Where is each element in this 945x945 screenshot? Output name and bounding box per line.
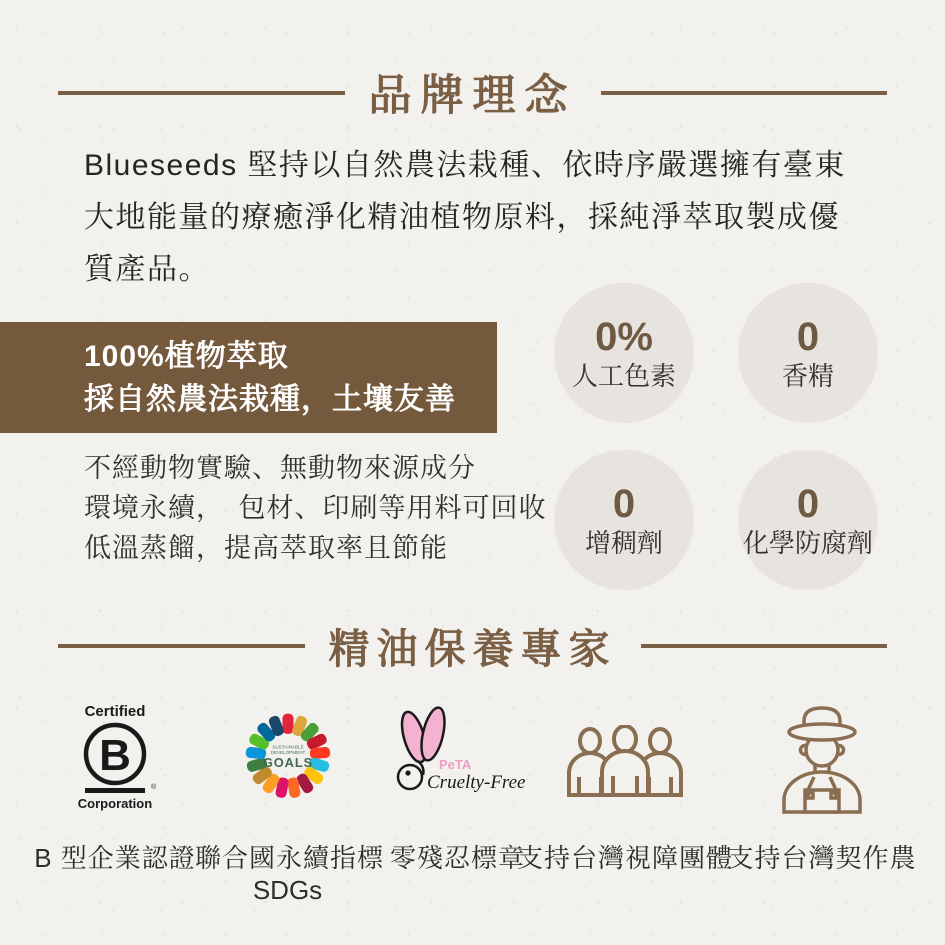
stat-circle-chemical-preservative: [738, 450, 878, 590]
cruelty-free-text: Cruelty-Free: [427, 772, 526, 793]
b-corp-bar: [85, 788, 145, 793]
highlight-line1: 100%植物萃取: [84, 339, 289, 373]
badge-label: 支持台灣契作農: [727, 843, 917, 873]
badge-label: 零殘忍標章: [389, 843, 525, 873]
header-line-right: [601, 91, 888, 95]
sdgs-text-sustainable: SUSTAINABLE: [271, 744, 304, 750]
bunny-ear-right: [417, 705, 449, 762]
farmer-hat-brim: [789, 724, 855, 740]
header-line-right: [641, 644, 888, 648]
person-middle: [602, 726, 648, 795]
header-line-left: [58, 644, 305, 648]
bunny-face: [398, 765, 422, 789]
section2-title: 精油保養專家: [328, 626, 617, 672]
badge-people-group: [515, 695, 735, 905]
brand-point: 環境永續， 包材、印刷等用料可回收: [84, 493, 547, 523]
highlight-line2: 採自然農法栽種，土壤友善: [84, 382, 456, 416]
badge-sdgs: [195, 695, 385, 905]
brand-point: 低溫蒸餾，提高萃取率且節能: [84, 533, 448, 563]
badge-sublabel-sdgs: SDGs: [252, 875, 323, 905]
badge-farmer: [722, 695, 922, 905]
stat-circle-artificial-color: [554, 283, 694, 423]
stat-value: 0: [796, 315, 820, 359]
b-corp-registered-mark: ®: [151, 784, 157, 791]
farmer-button-right: [831, 793, 836, 798]
badge-label: B 型企業認證: [34, 843, 196, 873]
highlight-box: [0, 322, 497, 433]
stat-value: 0: [796, 482, 820, 526]
section2-header: [0, 616, 945, 675]
section1-title: 品牌理念: [368, 72, 577, 120]
peta-brand-text: PeTA: [439, 757, 472, 772]
badge-label: 支持台灣視障團體: [516, 843, 733, 873]
sdgs-text-development: DEVELOPMENT: [270, 750, 305, 756]
brand-intro-paragraph: Blueseeds 堅持以自然農法栽種、依時序嚴選擁有臺東大地能量的療癒淨化精油植物原料，採純淨萃取製成優質產品。: [84, 149, 846, 286]
people-group-icon: [515, 725, 735, 805]
stat-circle-fragrance: [738, 283, 878, 423]
stat-circle-thickener: [554, 450, 694, 590]
b-corp-certified-text: Certified: [84, 703, 146, 720]
badge-label: 聯合國永續指標: [195, 843, 385, 873]
badge-b-corp: [30, 695, 200, 905]
stat-label: 增稠劑: [584, 528, 663, 558]
bunny-eye: [405, 770, 410, 775]
stat-label: 化學防腐劑: [742, 528, 873, 558]
farmer-icon: [722, 698, 922, 820]
b-corp-letter: B: [99, 731, 131, 780]
stat-label: 人工色素: [571, 361, 676, 391]
b-corp-corporation-text: Corporation: [77, 796, 153, 811]
farmer-button-left: [808, 793, 813, 798]
header-line-left: [58, 91, 345, 95]
stat-value: 0: [612, 482, 636, 526]
b-corp-logo-icon: [30, 695, 200, 815]
brand-points-list: [84, 448, 547, 568]
section1-header: [0, 62, 945, 123]
sdgs-wheel-icon: [195, 710, 380, 802]
stat-value: 0%: [595, 315, 653, 359]
stat-label: 香精: [781, 361, 834, 391]
brand-point: 不經動物實驗、無動物來源成分: [84, 453, 476, 483]
sdgs-text-goals: GOALS: [262, 755, 313, 771]
